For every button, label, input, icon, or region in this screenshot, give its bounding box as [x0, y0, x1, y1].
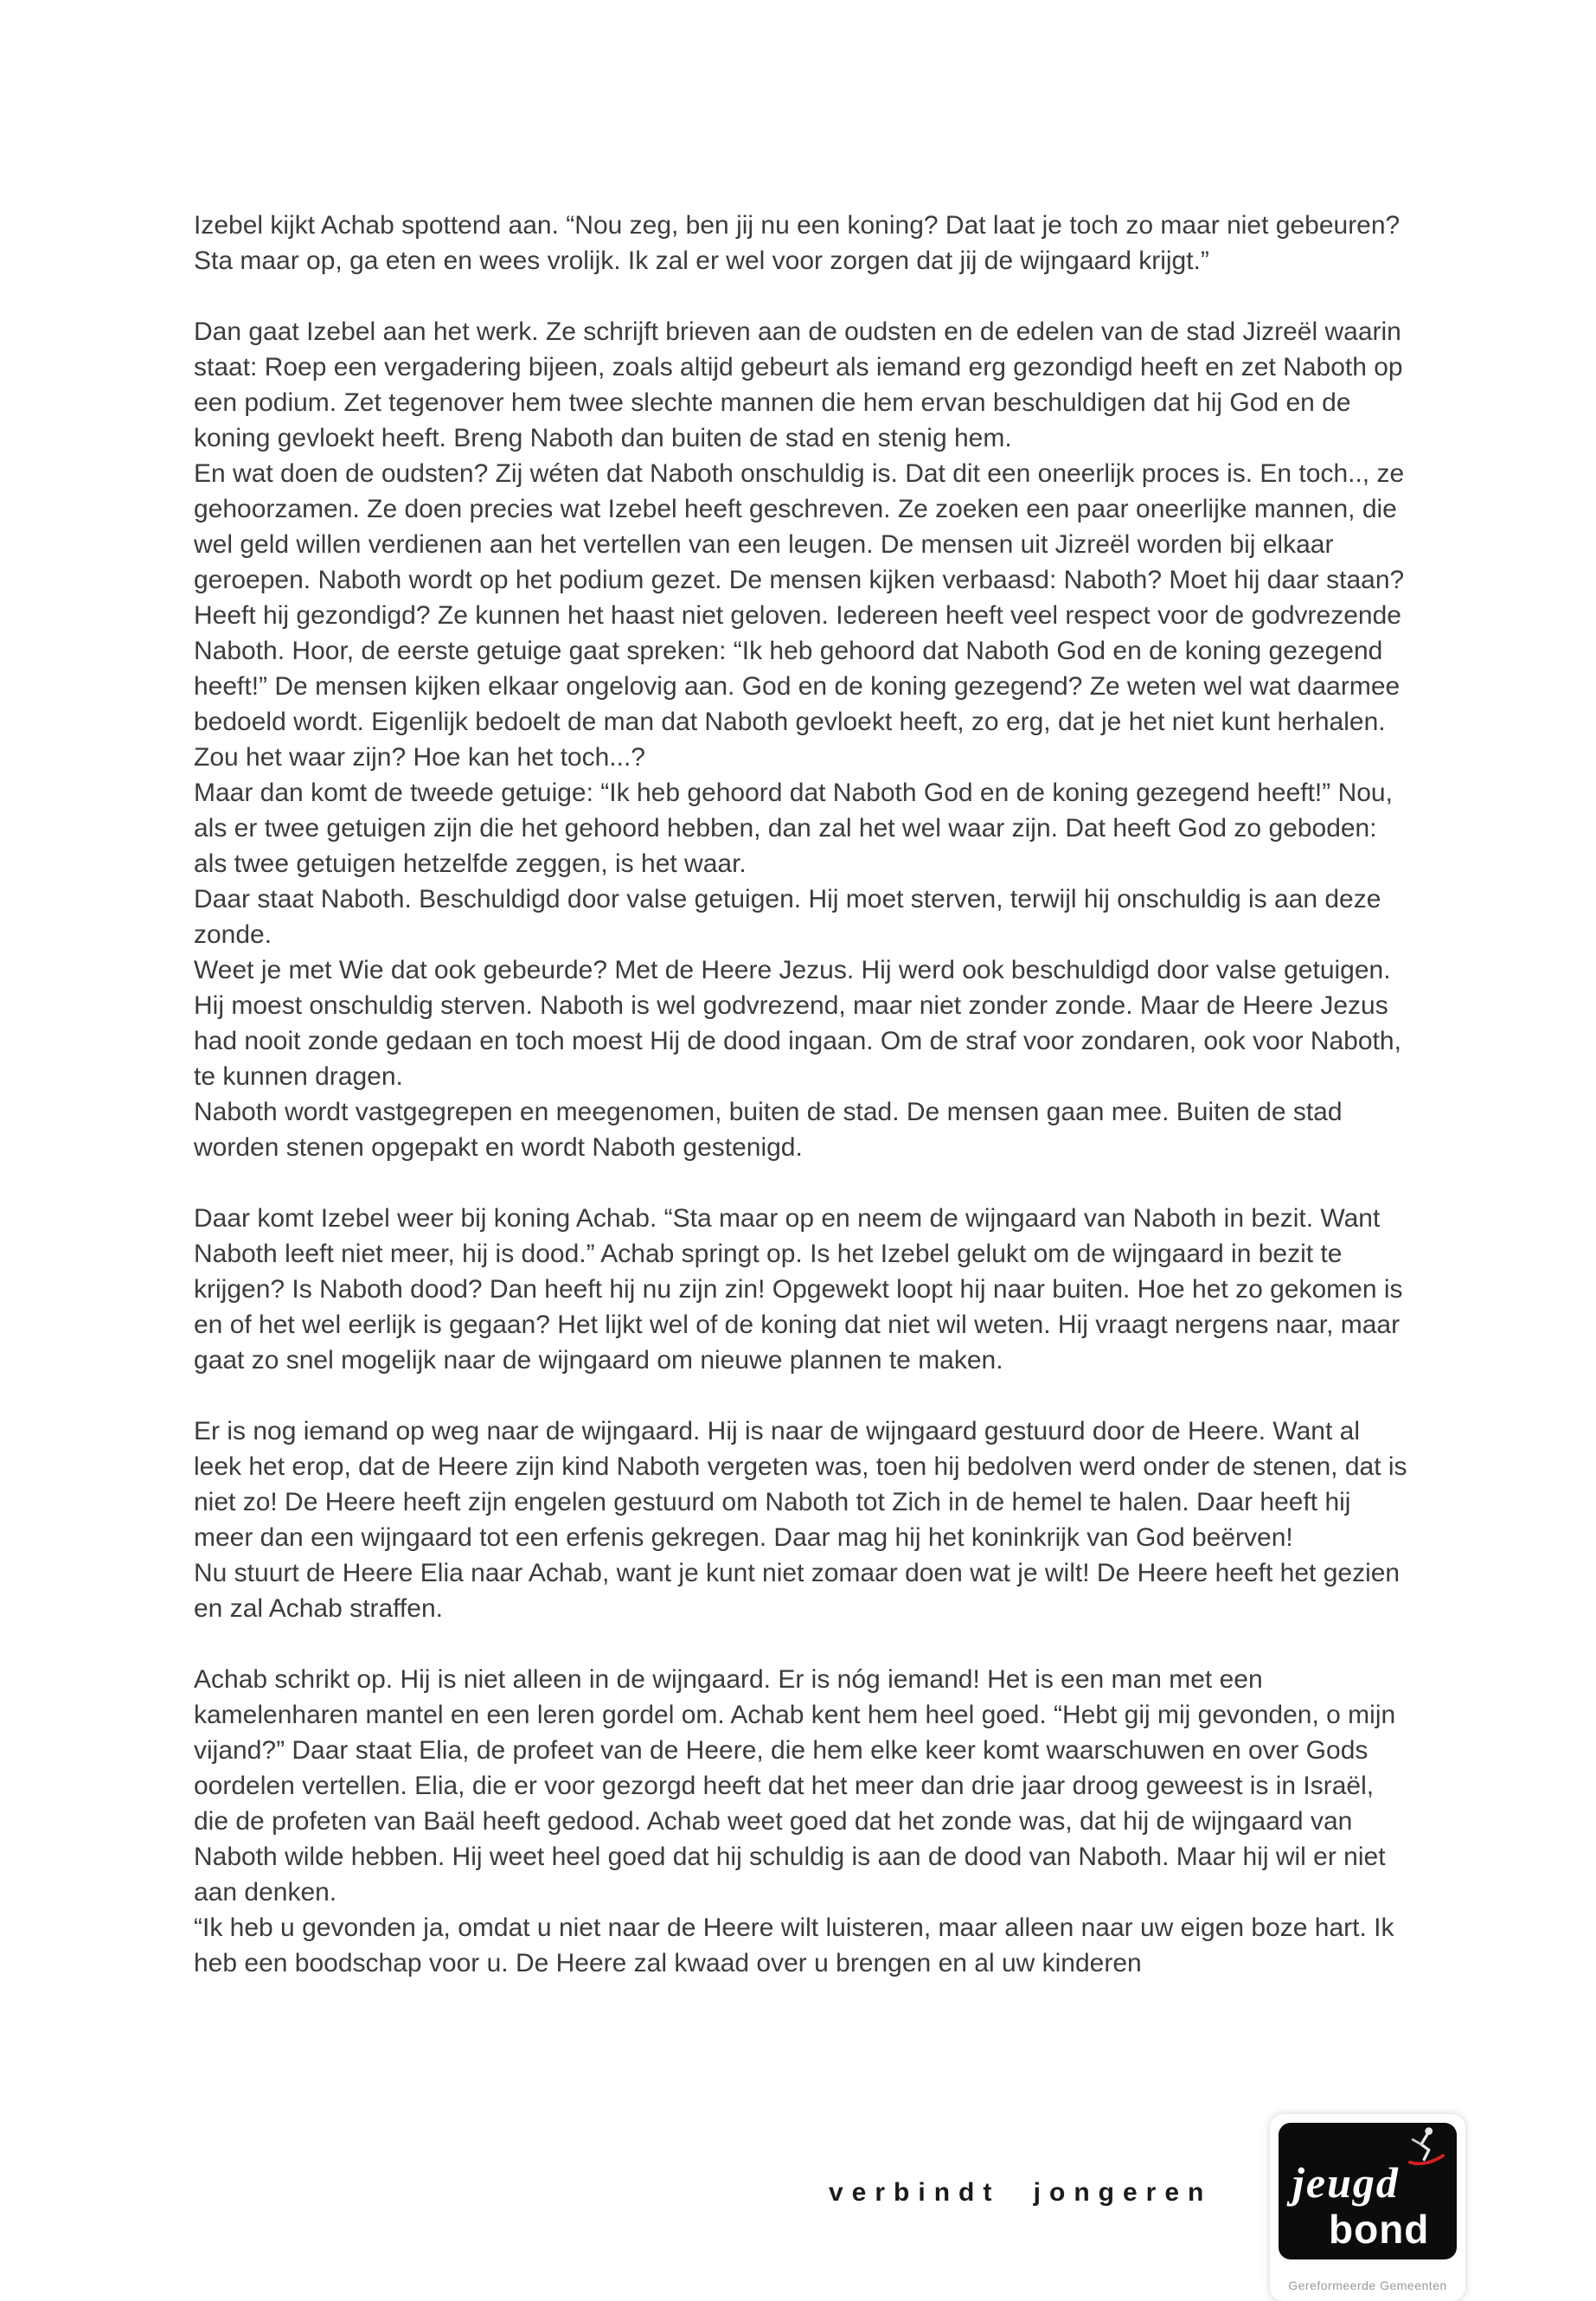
text-block: [194, 1201, 1413, 1378]
logo-subtext: Gereformeerde Gemeenten: [1288, 2279, 1447, 2292]
paragraph: Daar staat Naboth. Beschuldigd door valse getuigen. Hij moet sterven, terwijl hij onschuldig is aan deze zonde.: [194, 885, 1381, 949]
text-block: [194, 208, 1413, 279]
text-block: [194, 314, 1413, 1165]
jeugdbond-logo-mark: [1279, 2123, 1457, 2259]
paragraph: Weet je met Wie dat ook gebeurde? Met de Heere Jezus. Hij werd ook beschuldigd door valse getuigen. Hij moest onschuldig sterven. Naboth is wel godvrezend, maar niet zonder zonde. Maar de Heere Jezus had nooit zonde gedaan en toch moest Hij de dood ingaan. Om de straf voor zondaren, ook voor Naboth, te kunnen dragen.: [194, 956, 1401, 1091]
document-body: [194, 208, 1413, 1981]
skier-icon: [1393, 2125, 1450, 2170]
logo-word-bond: bond: [1329, 2207, 1430, 2252]
logo-word-jeugd: jeugd: [1292, 2158, 1400, 2207]
jeugdbond-logo: [1270, 2114, 1465, 2301]
paragraph: “Ik heb u gevonden ja, omdat u niet naar de Heere wilt luisteren, maar alleen naar uw eigen boze hart. Ik heb een boodschap voor u. De Heere zal kwaad over u brengen en al uw kinderen: [194, 1913, 1394, 1977]
tagline: verbindt jongeren: [829, 2178, 1213, 2207]
paragraph: En wat doen de oudsten? Zij wéten dat Naboth onschuldig is. Dat dit een oneerlijk proces is. En toch.., ze gehoorzamen. Ze doen precies wat Izebel heeft geschreven. Ze zoeken een paar oneerlijke mannen, die wel geld willen verdienen aan het vertellen van een leugen. De mensen uit Jizreël worden bij elkaar geroepen. Naboth wordt op het podium gezet. De mensen kijken verbaasd: Naboth? Moet hij daar staan? Heeft hij gezondigd? Ze kunnen het haast niet geloven. Iedereen heeft veel respect voor de godvrezende Naboth. Hoor, de eerste getuige gaat spreken: “Ik heb gehoord dat Naboth God en de koning gezegend heeft!” De mensen kijken elkaar ongelovig aan. God en de koning gezegend? Ze weten wel wat daarmee bedoeld wordt. Eigenlijk bedoelt de man dat Naboth gevloekt heeft, zo erg, dat je het niet kunt herhalen. Zou het waar zijn? Hoe kan het toch...?: [194, 459, 1405, 772]
text-block: [194, 1662, 1413, 1981]
paragraph: Dan gaat Izebel aan het werk. Ze schrijft brieven aan de oudsten en de edelen van de stad Jizreël waarin staat: Roep een vergadering bijeen, zoals altijd gebeurt als iemand erg gezondigd heeft en zet Naboth op een podium. Zet tegenover hem twee slechte mannen die hem ervan beschuldigen dat hij God en de koning gevloekt heeft. Breng Naboth dan buiten de stad en stenig hem.: [194, 317, 1403, 452]
paragraph: Naboth wordt vastgegrepen en meegenomen, buiten de stad. De mensen gaan mee. Buiten de stad worden stenen opgepakt en wordt Naboth gestenigd.: [194, 1098, 1343, 1162]
paragraph: Achab schrikt op. Hij is niet alleen in de wijngaard. Er is nóg iemand! Het is een man met een kamelenharen mantel en een leren gordel om. Achab kent hem heel goed. “Hebt gij mij gevonden, o mijn vijand?” Daar staat Elia, de profeet van de Heere, die hem elke keer komt waarschuwen en over Gods oordelen vertellen. Elia, die er voor gezorgd heeft dat het meer dan drie jaar droog geweest is in Israël, die de profeten van Baäl heeft gedood. Achab weet goed dat het zonde was, dat hij de wijngaard van Naboth wilde hebben. Hij weet heel goed dat hij schuldig is aan de dood van Naboth. Maar hij wil er niet aan denken.: [194, 1665, 1396, 1907]
paragraph: Er is nog iemand op weg naar de wijngaard. Hij is naar de wijngaard gestuurd door de Heere. Want al leek het erop, dat de Heere zijn kind Naboth vergeten was, toen hij bedolven werd onder de stenen, dat is niet zo! De Heere heeft zijn engelen gestuurd om Naboth tot Zich in de hemel te halen. Daar heeft hij meer dan een wijngaard tot een erfenis gekregen. Daar mag hij het koninkrijk van God beërven!: [194, 1417, 1407, 1552]
paragraph: Maar dan komt de tweede getuige: “Ik heb gehoord dat Naboth God en de koning gezegend heeft!” Nou, als er twee getuigen zijn die het gehoord hebben, dan zal het wel waar zijn. Dat heeft God zo geboden: als twee getuigen hetzelfde zeggen, is het waar.: [194, 779, 1393, 878]
paragraph: Daar komt Izebel weer bij koning Achab. “Sta maar op en neem de wijngaard van Naboth in bezit. Want Naboth leeft niet meer, hij is dood.” Achab springt op. Is het Izebel gelukt om de wijngaard in bezit te krijgen? Is Naboth dood? Dan heeft hij nu zijn zin! Opgewekt loopt hij naar buiten. Hoe het zo gekomen is en of het wel eerlijk is gegaan? Het lijkt wel of de koning dat niet wil weten. Hij vraagt nergens naar, maar gaat zo snel mogelijk naar de wijngaard om nieuwe plannen te maken.: [194, 1204, 1403, 1375]
paragraph: Izebel kijkt Achab spottend aan. “Nou zeg, ben jij nu een koning? Dat laat je toch zo maar niet gebeuren? Sta maar op, ga eten en wees vrolijk. Ik zal er wel voor zorgen dat jij de wijngaard krijgt.”: [194, 211, 1401, 275]
paragraph: Nu stuurt de Heere Elia naar Achab, want je kunt niet zomaar doen wat je wilt! De Heere heeft het gezien en zal Achab straffen.: [194, 1559, 1401, 1623]
text-block: [194, 1413, 1413, 1626]
